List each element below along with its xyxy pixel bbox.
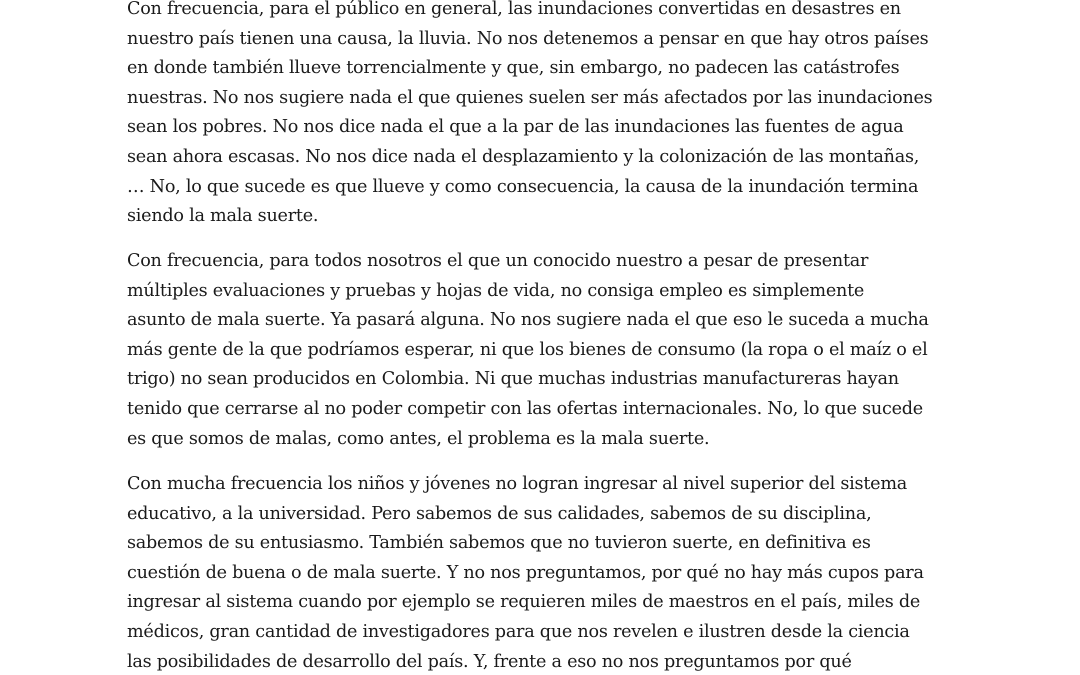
paragraph-education bbox=[127, 470, 924, 675]
text-line: nuestro país tienen una causa, la lluvia. No nos detenemos a pensar en que hay otros países bbox=[127, 28, 929, 49]
text-line: ingresar al sistema cuando por ejemplo se requieren miles de maestros en el país, miles de bbox=[127, 592, 921, 613]
text-line: más gente de la que podríamos esperar, ni que los bienes de consumo (la ropa o el maíz o el bbox=[127, 339, 928, 360]
text-line: sean los pobres. No nos dice nada el que a la par de las inundaciones las fuentes de agua bbox=[127, 117, 904, 138]
text-line: múltiples evaluaciones y pruebas y hojas de vida, no consiga empleo es simplemente bbox=[127, 280, 865, 301]
text-line: cuestión de buena o de mala suerte. Y no nos preguntamos, por qué no hay más cupos para bbox=[127, 562, 924, 583]
text-line: las posibilidades de desarrollo del país. Y, frente a eso no nos preguntamos por qué bbox=[127, 651, 852, 672]
text-line: médicos, gran cantidad de investigadores para que nos revelen e ilustren desde la ciencia bbox=[127, 621, 910, 642]
text-line: sabemos de su entusiasmo. También sabemos que no tuvieron suerte, en definitiva es bbox=[127, 533, 871, 554]
text-line: asunto de mala suerte. Ya pasará alguna. No nos sugiere nada el que eso le suceda a mucha bbox=[127, 310, 929, 331]
text-line: en donde también llueve torrencialmente y que, sin embargo, no padecen las catástrofes bbox=[127, 58, 900, 79]
text-line: es que somos de malas, como antes, el problema es la mala suerte. bbox=[127, 428, 710, 449]
paragraph-floods bbox=[127, 0, 932, 232]
paragraph-employment bbox=[127, 247, 929, 454]
text-line: tenido que cerrarse al no poder competir con las ofertas internacionales. No, lo que sucede bbox=[127, 398, 923, 419]
text-line: … No, lo que sucede es que llueve y como consecuencia, la causa de la inundación termina bbox=[127, 176, 919, 197]
text-line: trigo) no sean producidos en Colombia. Ni que muchas industrias manufactureras hayan bbox=[127, 369, 899, 390]
text-line: siendo la mala suerte. bbox=[127, 206, 319, 227]
text-line: Con frecuencia, para el público en general, las inundaciones convertidas en desastres en bbox=[127, 0, 901, 19]
text-line: Con mucha frecuencia los niños y jóvenes no logran ingresar al nivel superior del sistema bbox=[127, 474, 907, 494]
text-line: sean ahora escasas. No nos dice nada el desplazamiento y la colonización de las montañas, bbox=[127, 146, 920, 167]
text-line: nuestras. No nos sugiere nada el que quienes suelen ser más afectados por las inundaciones bbox=[127, 87, 933, 108]
text-line: Con frecuencia, para todos nosotros el que un conocido nuestro a pesar de presentar bbox=[127, 251, 869, 271]
text-line: educativo, a la universidad. Pero sabemos de sus calidades, sabemos de su disciplina, bbox=[127, 503, 872, 524]
